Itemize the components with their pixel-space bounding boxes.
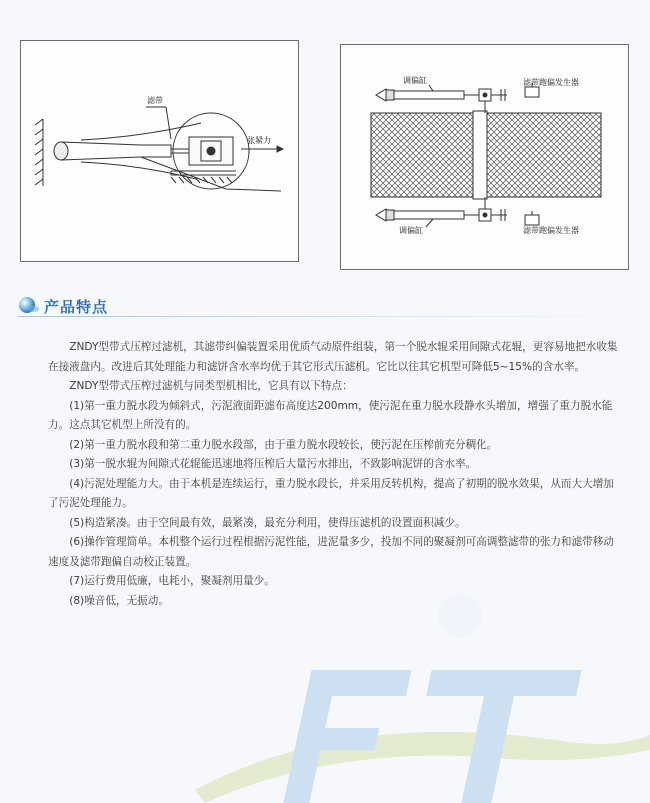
- belt-tension-drawing: [21, 41, 298, 261]
- bottom-cylinder-label: 调偏缸: [399, 226, 423, 235]
- deviation-correction-drawing: [341, 45, 628, 269]
- top-cylinder-label: 调偏缸: [403, 76, 427, 85]
- feature-item: (1)第一重力脱水段为倾斜式，污泥液面距滤布高度达200mm，使污泥在重力脱水段静水头增加，增强了重力脱水能力。这点其它机型上所没有的。: [48, 399, 613, 431]
- feature-item: (7)运行费用低廉，电耗小，聚凝剂用量少。: [69, 575, 275, 587]
- belt-tension-diagram: [20, 40, 299, 262]
- feature-item: (4)污泥处理能力大。由于本机是连续运行，重力脱水段长，并采用反转机构，提高了初期的脱水效果，从而大大增加了污泥处理能力。: [48, 477, 614, 509]
- section-header: [18, 294, 630, 318]
- deviation-correction-diagram: [340, 44, 629, 270]
- tension-label: 张紧力: [247, 136, 271, 145]
- intro-paragraph: ZNDY型带式压榨过滤机，其滤带纠偏装置采用优质气动原件组装，第一个脱水辊采用间隙式花辊，更容易地把水收集在接液盘内。改进后其处理能力和滤饼含水率均优于其它形式压滤机。它比以往其它机型可降低5~15%的含水率。: [48, 341, 618, 373]
- feature-item: (5)构造紧凑。由于空间最有效，最紧凑，最充分利用，使得压滤机的设置面积减少。: [69, 516, 466, 529]
- bottom-sensor-label: 滤带跑偏发生器: [523, 226, 579, 235]
- logo-watermark: [195, 560, 650, 803]
- section-divider: [18, 316, 630, 317]
- feature-item: (2)第一重力脱水段和第二重力脱水段部，由于重力脱水段较长，使污泥在压榨前充分稠化。: [69, 438, 498, 451]
- lead-paragraph: ZNDY型带式压榨过滤机与同类型机相比，它具有以下特点：: [69, 380, 353, 392]
- feature-item: (8)噪音低，无振动。: [69, 594, 169, 607]
- feature-item: (6)操作管理简单。本机整个运行过程根据污泥性能，进泥量多少，投加不同的聚凝剂可高调整滤带的张力和滤带移动速度及滤带跑偏自动校正装置。: [48, 536, 614, 568]
- feature-item: (3)第一脱水辊为间隙式花辊能迅速地将压榨后大量污水排出，不致影响泥饼的含水率。: [69, 458, 477, 470]
- belt-label: 滤带: [147, 96, 163, 105]
- section-title: 产品特点: [44, 298, 109, 316]
- top-sensor-label: 滤带跑偏发生器: [523, 78, 579, 87]
- sphere-bullet-icon: [18, 296, 40, 314]
